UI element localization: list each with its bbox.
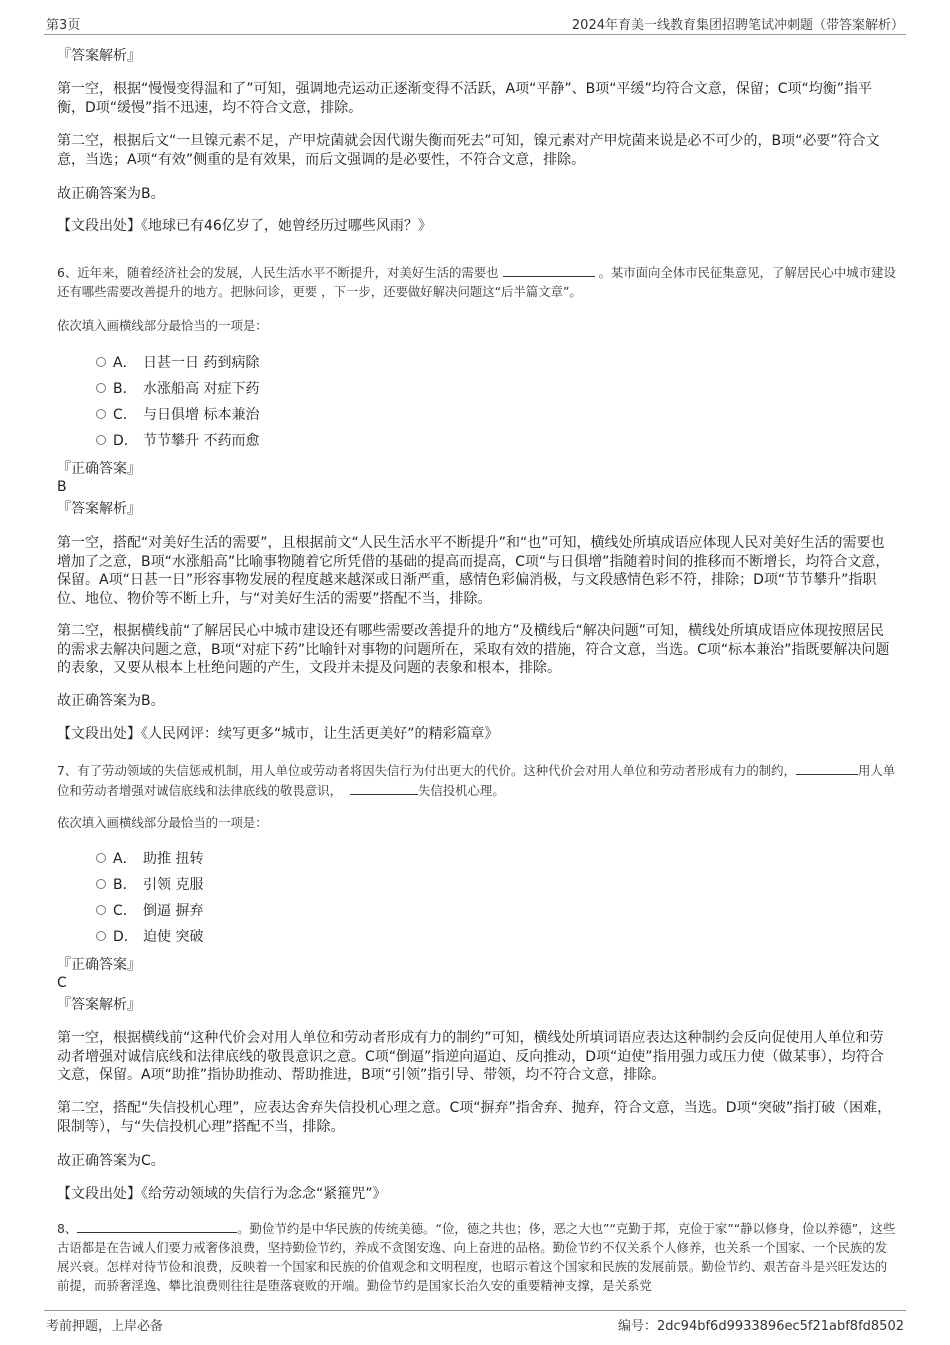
q6-option-b[interactable]: B． 水涨船高 对症下药 bbox=[96, 379, 259, 399]
radio-icon[interactable] bbox=[96, 409, 106, 419]
document-code: 编号：2dc94bf6d9933896ec5f21abf8fd8502 bbox=[618, 1319, 904, 1334]
radio-icon[interactable] bbox=[96, 931, 106, 941]
q7-source: 【文段出处】《给劳动领域的失信行为念念“紧箍咒”》 bbox=[57, 1186, 387, 1202]
radio-icon[interactable] bbox=[96, 383, 106, 393]
q6-analysis-p2: 第二空，根据横线前“了解居民心中城市建设还有哪些需要改善提升的地方”及横线后“解决问题”可知，横线处所填成语应体现按照居民的需求去解决问题之意，B项“对症下药”比喻针对事物的问题所在，采取有效的措施，符合文意，当选。C项“标本兼治”指既要解决问题的表象，又要从根本上杜绝问题的产生，文段并未提及问题的表象和根本，排除。 bbox=[57, 623, 890, 676]
q6-blank-1 bbox=[503, 262, 595, 277]
q7-stem-start: 7、有了劳动领域的失信惩戒机制，用人单位或劳动者将因失信行为付出更大的代价。这种代价会对用人单位和劳动者形成有力的制约， bbox=[57, 763, 796, 778]
page-header bbox=[44, 12, 906, 35]
q6-answer-label: 『正确答案』 bbox=[57, 461, 141, 477]
q6-option-c[interactable]: C． 与日俱增 标本兼治 bbox=[96, 405, 259, 425]
q7-stem bbox=[57, 760, 897, 800]
document-title: 2024年育美一线教育集团招聘笔试冲刺题（带答案解析） bbox=[571, 18, 904, 33]
page-number: 第3页 bbox=[46, 18, 81, 33]
q5-analysis-p2: 第二空，根据后文“一旦镍元素不足，产甲烷菌就会因代谢失衡而死去”可知，镍元素对产甲烷菌来说是必不可少的，B项“必要”符合文意，当选；A项“有效”侧重的是有效果，而后文强调的是必要性，不符合文意，排除。 bbox=[57, 133, 880, 168]
q6-stem-start: 6、近年来，随着经济社会的发展，人民生活水平不断提升，对美好生活的需要也 bbox=[57, 265, 499, 280]
q7-option-b[interactable]: B． 引领 克服 bbox=[96, 875, 203, 895]
q7-blank-1 bbox=[796, 760, 858, 775]
q6-prompt: 依次填入画横线部分最恰当的一项是： bbox=[57, 318, 268, 333]
q7-conclusion: 故正确答案为C。 bbox=[57, 1153, 165, 1169]
q7-analysis-p2: 第二空，搭配“失信投机心理”，应表达舍弃失信投机心理之意。C项“摒弃”指舍弃、抛弃，符合文意，当选。D项“突破”指打破（困难，限制等），与“失信投机心理”搭配不当，排除。 bbox=[57, 1100, 892, 1135]
q7-analysis-p1: 第一空，根据横线前“这种代价会对用人单位和劳动者形成有力的制约”可知，横线处所填词语应表达这种制约会反向促使用人单位和劳动者增强对诚信底线和法律底线的敬畏意识之意。C项“倒逼”指逆向逼迫、反向推动，D项“迫使”指用强力或压力使（做某事），均符合文意，保留。A项“助推”指协助推动、帮助推进，B项“引领”指引导、带领，均不符合文意，排除。 bbox=[57, 1030, 884, 1083]
q6-option-a[interactable]: A． 日甚一日 药到病除 bbox=[96, 353, 259, 373]
footer-slogan: 考前押题，上岸必备 bbox=[46, 1319, 164, 1334]
q7-stem-middle: 用人单位和劳动者增强对诚信底线和法律底线的敬畏意识， bbox=[57, 763, 896, 798]
radio-icon[interactable] bbox=[96, 879, 106, 889]
q7-blank-2 bbox=[350, 780, 418, 795]
q6-analysis-p1: 第一空，搭配“对美好生活的需要”，且根据前文“人民生活水平不断提升”和“也”可知，横线处所填成语应体现人民对美好生活的需要也增加了之意，B项“水涨船高”比喻事物随着它所凭借的基础的提高而提高，C项“与日俱增”指随着时间的推移而不断增长，均符合文意，保留。A项“日甚一日”形容事物发展的程度越来越深或日渐严重，感情色彩偏消极，与文段感情色彩不符，排除；D项“节节攀升”指职位、地位、物价等不断上升，与“对美好生活的需要”搭配不当，排除。 bbox=[57, 535, 890, 607]
q7-option-d[interactable]: D． 迫使 突破 bbox=[96, 927, 203, 947]
q6-stem-end: 。某市面向全体市民征集意见，了解居民心中城市建设还有哪些需要改善提升的地方。把脉问诊，更要 ，下一步，还要做好解决问题这“后半篇文章”。 bbox=[57, 265, 896, 299]
q8-blank-1 bbox=[77, 1218, 237, 1233]
q6-stem bbox=[57, 262, 897, 301]
radio-icon[interactable] bbox=[96, 435, 106, 445]
q6-analysis-label: 『答案解析』 bbox=[57, 501, 141, 517]
q7-answer-label: 『正确答案』 bbox=[57, 957, 141, 973]
q5-analysis-label: 『答案解析』 bbox=[57, 48, 141, 64]
q6-conclusion: 故正确答案为B。 bbox=[57, 693, 165, 709]
q7-stem-end: 失信投机心理。 bbox=[417, 783, 505, 798]
q7-analysis-label: 『答案解析』 bbox=[57, 997, 141, 1013]
q7-answer: C bbox=[57, 975, 67, 991]
q5-source: 【文段出处】《地球已有46亿岁了，她曾经历过哪些风雨？》 bbox=[57, 218, 432, 234]
radio-icon[interactable] bbox=[96, 357, 106, 367]
q6-answer: B bbox=[57, 479, 67, 495]
q6-option-d[interactable]: D． 节节攀升 不药而愈 bbox=[96, 431, 259, 451]
q7-option-c[interactable]: C． 倒逼 摒弃 bbox=[96, 901, 203, 921]
radio-icon[interactable] bbox=[96, 853, 106, 863]
q5-analysis-p1: 第一空，根据“慢慢变得温和了”可知，强调地壳运动正逐渐变得不活跃，A项“平静”、B项“平缓”均符合文意，保留；C项“均衡”指平衡，D项“缓慢”指不迅速，均不符合文意，排除。 bbox=[57, 81, 872, 116]
page-footer bbox=[44, 1310, 906, 1333]
radio-icon[interactable] bbox=[96, 905, 106, 915]
q8-stem bbox=[57, 1218, 897, 1304]
q7-option-a[interactable]: A． 助推 扭转 bbox=[96, 849, 203, 869]
q6-source: 【文段出处】《人民网评：续写更多“城市，让生活更美好”的精彩篇章》 bbox=[57, 726, 499, 742]
q7-prompt: 依次填入画横线部分最恰当的一项是： bbox=[57, 815, 268, 830]
q5-conclusion: 故正确答案为B。 bbox=[57, 186, 165, 202]
q8-number: 8、 bbox=[57, 1221, 78, 1236]
q8-stem-text: 。勤俭节约是中华民族的传统美德。“俭，德之共也；侈，恶之大也”“克勤于邦，克俭于家”“静以修身，俭以养德”，这些古语都是在告诫人们要力戒奢侈浪费，坚持勤俭节约，养成不贪图安逸、向上奋进的品格。勤俭节约不仅关系个人修养，也关系一个国家、一个民族的发展兴衰。怎样对待节俭和浪费，反映着一个国家和民族的价值观念和文明程度，也昭示着这个国家和民族的发展前景。勤俭节约、艰苦奋斗是兴旺发达的前提，而骄奢淫逸、攀比浪费则往往是堕落衰败的开端。勤俭节约是国家长治久安的重要精神支撑，是关系党 bbox=[57, 1221, 896, 1293]
